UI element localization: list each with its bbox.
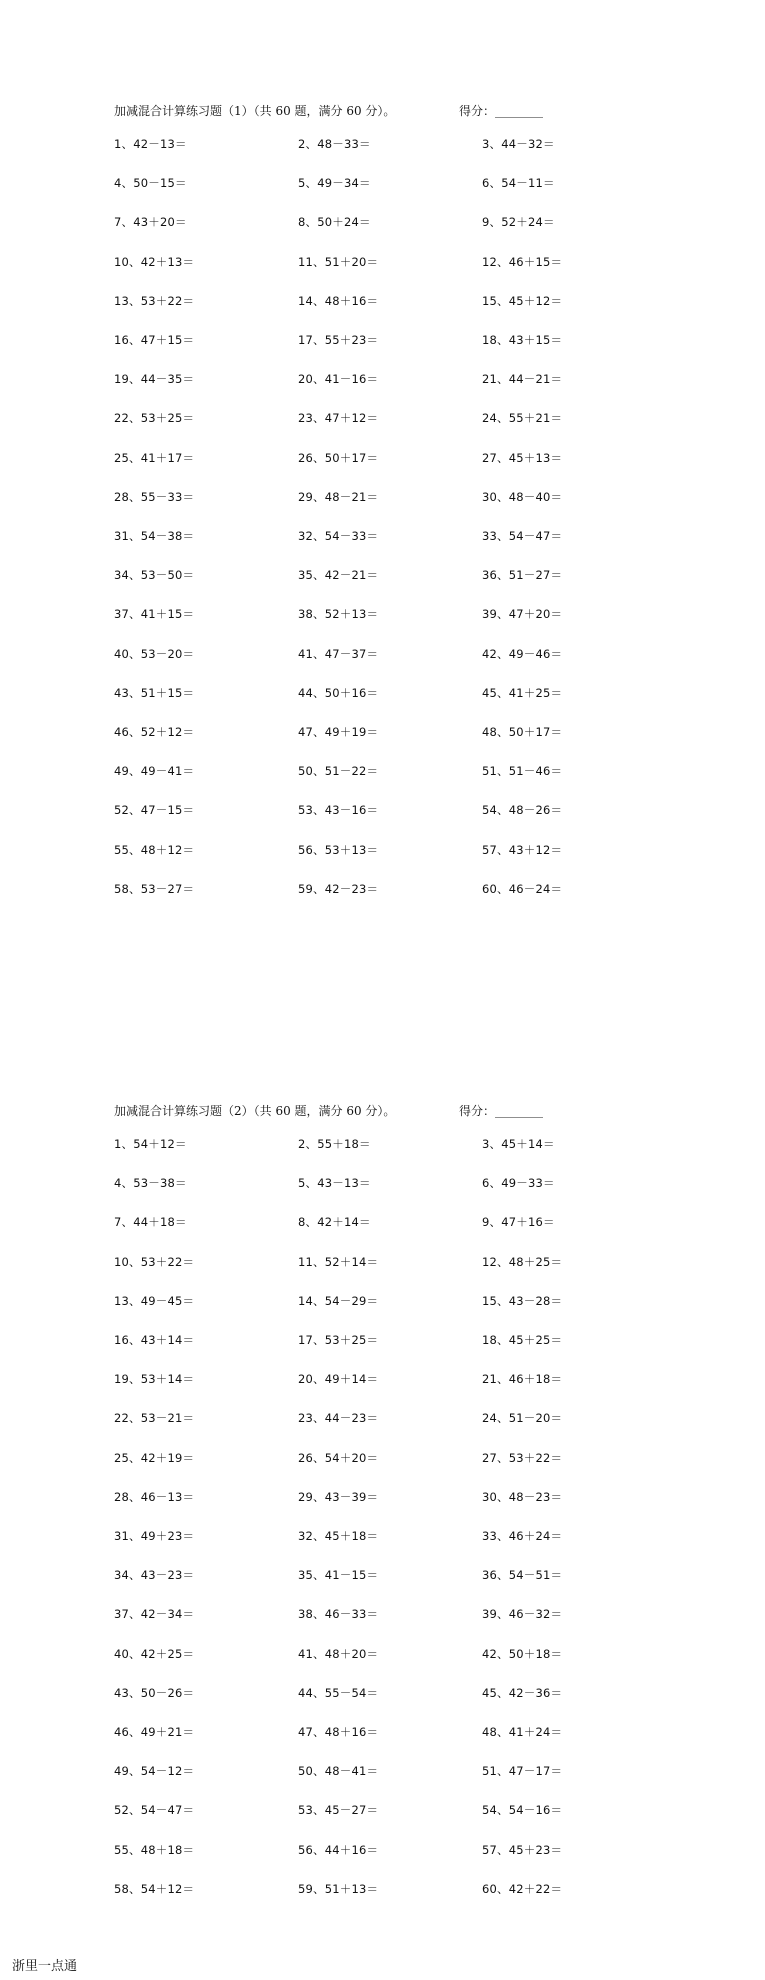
math-problem: 59、51＋13＝ <box>298 1881 379 1896</box>
math-problem: 6、54－11＝ <box>482 176 555 191</box>
math-problem: 12、46＋15＝ <box>482 254 563 269</box>
math-problem: 5、49－34＝ <box>298 176 371 191</box>
worksheet-section-1 <box>0 96 765 896</box>
math-problem: 53、45－27＝ <box>298 1803 379 1818</box>
footer-brand: 浙里一点通 <box>12 1959 78 1974</box>
math-problem: 42、50＋18＝ <box>482 1646 563 1661</box>
math-problem: 45、42－36＝ <box>482 1685 563 1700</box>
math-problem: 45、41＋25＝ <box>482 685 563 700</box>
math-problem: 39、47＋20＝ <box>482 607 563 622</box>
math-problem: 35、42－21＝ <box>298 568 379 583</box>
math-problem: 20、41－16＝ <box>298 372 379 387</box>
math-problem: 7、44＋18＝ <box>114 1215 187 1230</box>
math-problem: 35、41－15＝ <box>298 1568 379 1583</box>
math-problem: 8、50＋24＝ <box>298 215 371 230</box>
math-problem: 34、43－23＝ <box>114 1568 195 1583</box>
math-problem: 15、45＋12＝ <box>482 293 563 308</box>
math-problem: 58、53－27＝ <box>114 881 195 896</box>
math-problem: 36、51－27＝ <box>482 568 563 583</box>
math-problem: 15、43－28＝ <box>482 1293 563 1308</box>
math-problem: 14、54－29＝ <box>298 1293 379 1308</box>
math-problem: 31、49＋23＝ <box>114 1529 195 1543</box>
math-problem: 17、53＋25＝ <box>298 1333 379 1347</box>
math-problem: 31、54－38＝ <box>114 529 195 543</box>
math-problem: 10、53＋22＝ <box>114 1254 195 1269</box>
math-problem: 51、47－17＝ <box>482 1764 563 1779</box>
math-problem: 30、48－40＝ <box>482 489 563 504</box>
math-problem: 6、49－33＝ <box>482 1176 555 1191</box>
math-problem: 23、47＋12＝ <box>298 411 379 426</box>
math-problem: 39、46－32＝ <box>482 1607 563 1622</box>
math-problem: 32、54－33＝ <box>298 529 379 543</box>
math-problem: 40、53－20＝ <box>114 646 195 661</box>
math-problem: 5、43－13＝ <box>298 1176 371 1191</box>
math-problem: 50、48－41＝ <box>298 1764 379 1779</box>
math-problem: 54、48－26＝ <box>482 803 563 818</box>
math-problem: 21、46＋18＝ <box>482 1372 563 1387</box>
math-problem: 55、48＋18＝ <box>114 1842 195 1857</box>
worksheet-section-2 <box>0 1096 765 1896</box>
math-problem: 26、50＋17＝ <box>298 450 379 465</box>
math-problem: 16、43＋14＝ <box>114 1333 195 1347</box>
math-problem: 18、45＋25＝ <box>482 1333 563 1347</box>
math-problem: 25、42＋19＝ <box>114 1450 195 1465</box>
math-problem: 44、50＋16＝ <box>298 685 379 700</box>
math-problem: 4、53－38＝ <box>114 1176 187 1191</box>
math-problem: 41、47－37＝ <box>298 646 379 661</box>
math-problem: 29、48－21＝ <box>298 489 379 504</box>
math-problem: 26、54＋20＝ <box>298 1450 379 1465</box>
math-problem: 48、41＋24＝ <box>482 1725 563 1739</box>
score-label: 得分：________ <box>459 1104 544 1118</box>
math-problem: 49、54－12＝ <box>114 1764 195 1779</box>
math-problem: 60、42＋22＝ <box>482 1881 563 1896</box>
math-problem: 60、46－24＝ <box>482 881 563 896</box>
math-problem: 40、42＋25＝ <box>114 1646 195 1661</box>
math-problem: 28、46－13＝ <box>114 1489 195 1504</box>
math-problem: 20、49＋14＝ <box>298 1372 379 1387</box>
math-problem: 22、53＋25＝ <box>114 411 195 426</box>
math-problem: 43、51＋15＝ <box>114 685 195 700</box>
math-problem: 33、54－47＝ <box>482 529 563 543</box>
math-problem: 18、43＋15＝ <box>482 333 563 347</box>
math-problem: 9、52＋24＝ <box>482 215 555 230</box>
math-problem: 21、44－21＝ <box>482 372 563 387</box>
math-problem: 1、42－13＝ <box>114 137 187 151</box>
math-problem: 10、42＋13＝ <box>114 254 195 269</box>
math-problem: 37、41＋15＝ <box>114 607 195 622</box>
math-problem: 38、52＋13＝ <box>298 607 379 622</box>
math-problem: 13、49－45＝ <box>114 1293 195 1308</box>
math-problem: 34、53－50＝ <box>114 568 195 583</box>
math-problem: 57、43＋12＝ <box>482 842 563 857</box>
math-problem: 11、51＋20＝ <box>298 254 379 269</box>
math-problem: 51、51－46＝ <box>482 764 563 779</box>
math-problem: 32、45＋18＝ <box>298 1529 379 1543</box>
math-problem: 11、52＋14＝ <box>298 1254 379 1269</box>
math-problem: 2、48－33＝ <box>298 137 371 151</box>
math-problem: 42、49－46＝ <box>482 646 563 661</box>
math-problem: 37、42－34＝ <box>114 1607 195 1622</box>
math-problem: 19、53＋14＝ <box>114 1372 195 1387</box>
math-problem: 38、46－33＝ <box>298 1607 379 1622</box>
math-problem: 56、44＋16＝ <box>298 1842 379 1857</box>
math-problem: 25、41＋17＝ <box>114 450 195 465</box>
math-problem: 24、51－20＝ <box>482 1411 563 1426</box>
math-problem: 58、54＋12＝ <box>114 1881 195 1896</box>
math-problem: 47、48＋16＝ <box>298 1725 379 1739</box>
math-problem: 30、48－23＝ <box>482 1489 563 1504</box>
math-problem: 14、48＋16＝ <box>298 293 379 308</box>
math-problem: 12、48＋25＝ <box>482 1254 563 1269</box>
section-header <box>0 1096 765 1126</box>
math-problem: 59、42－23＝ <box>298 881 379 896</box>
math-problem: 9、47＋16＝ <box>482 1215 555 1230</box>
math-problem: 28、55－33＝ <box>114 489 195 504</box>
math-problem: 19、44－35＝ <box>114 372 195 387</box>
math-problem: 2、55＋18＝ <box>298 1137 371 1151</box>
math-problem: 3、44－32＝ <box>482 137 555 151</box>
math-problem: 44、55－54＝ <box>298 1685 379 1700</box>
math-problem: 41、48＋20＝ <box>298 1646 379 1661</box>
math-problem: 53、43－16＝ <box>298 803 379 818</box>
worksheet-title: 加减混合计算练习题（2）（共 60 题，满分 60 分）。 <box>114 1104 396 1118</box>
math-problem: 27、53＋22＝ <box>482 1450 563 1465</box>
math-problem: 7、43＋20＝ <box>114 215 187 230</box>
math-problem: 29、43－39＝ <box>298 1489 379 1504</box>
math-problem: 57、45＋23＝ <box>482 1842 563 1857</box>
math-problem: 1、54＋12＝ <box>114 1137 187 1151</box>
math-problem: 33、46＋24＝ <box>482 1529 563 1543</box>
math-problem: 46、49＋21＝ <box>114 1725 195 1739</box>
math-problem: 24、55＋21＝ <box>482 411 563 426</box>
math-problem: 55、48＋12＝ <box>114 842 195 857</box>
math-problem: 3、45＋14＝ <box>482 1137 555 1151</box>
math-problem: 17、55＋23＝ <box>298 333 379 347</box>
math-problem: 46、52＋12＝ <box>114 725 195 739</box>
math-problem: 52、47－15＝ <box>114 803 195 818</box>
math-problem: 56、53＋13＝ <box>298 842 379 857</box>
math-problem: 27、45＋13＝ <box>482 450 563 465</box>
math-problem: 23、44－23＝ <box>298 1411 379 1426</box>
math-problem: 36、54－51＝ <box>482 1568 563 1583</box>
math-problem: 22、53－21＝ <box>114 1411 195 1426</box>
math-problem: 43、50－26＝ <box>114 1685 195 1700</box>
math-problem: 49、49－41＝ <box>114 764 195 779</box>
section-header <box>0 96 765 126</box>
math-problem: 13、53＋22＝ <box>114 293 195 308</box>
math-problem: 48、50＋17＝ <box>482 725 563 739</box>
math-problem: 50、51－22＝ <box>298 764 379 779</box>
math-problem: 52、54－47＝ <box>114 1803 195 1818</box>
math-problem: 47、49＋19＝ <box>298 725 379 739</box>
worksheet-title: 加减混合计算练习题（1）（共 60 题，满分 60 分）。 <box>114 104 396 118</box>
math-problem: 16、47＋15＝ <box>114 333 195 347</box>
score-label: 得分：________ <box>459 104 544 118</box>
math-problem: 8、42＋14＝ <box>298 1215 371 1230</box>
math-problem: 54、54－16＝ <box>482 1803 563 1818</box>
math-problem: 4、50－15＝ <box>114 176 187 191</box>
